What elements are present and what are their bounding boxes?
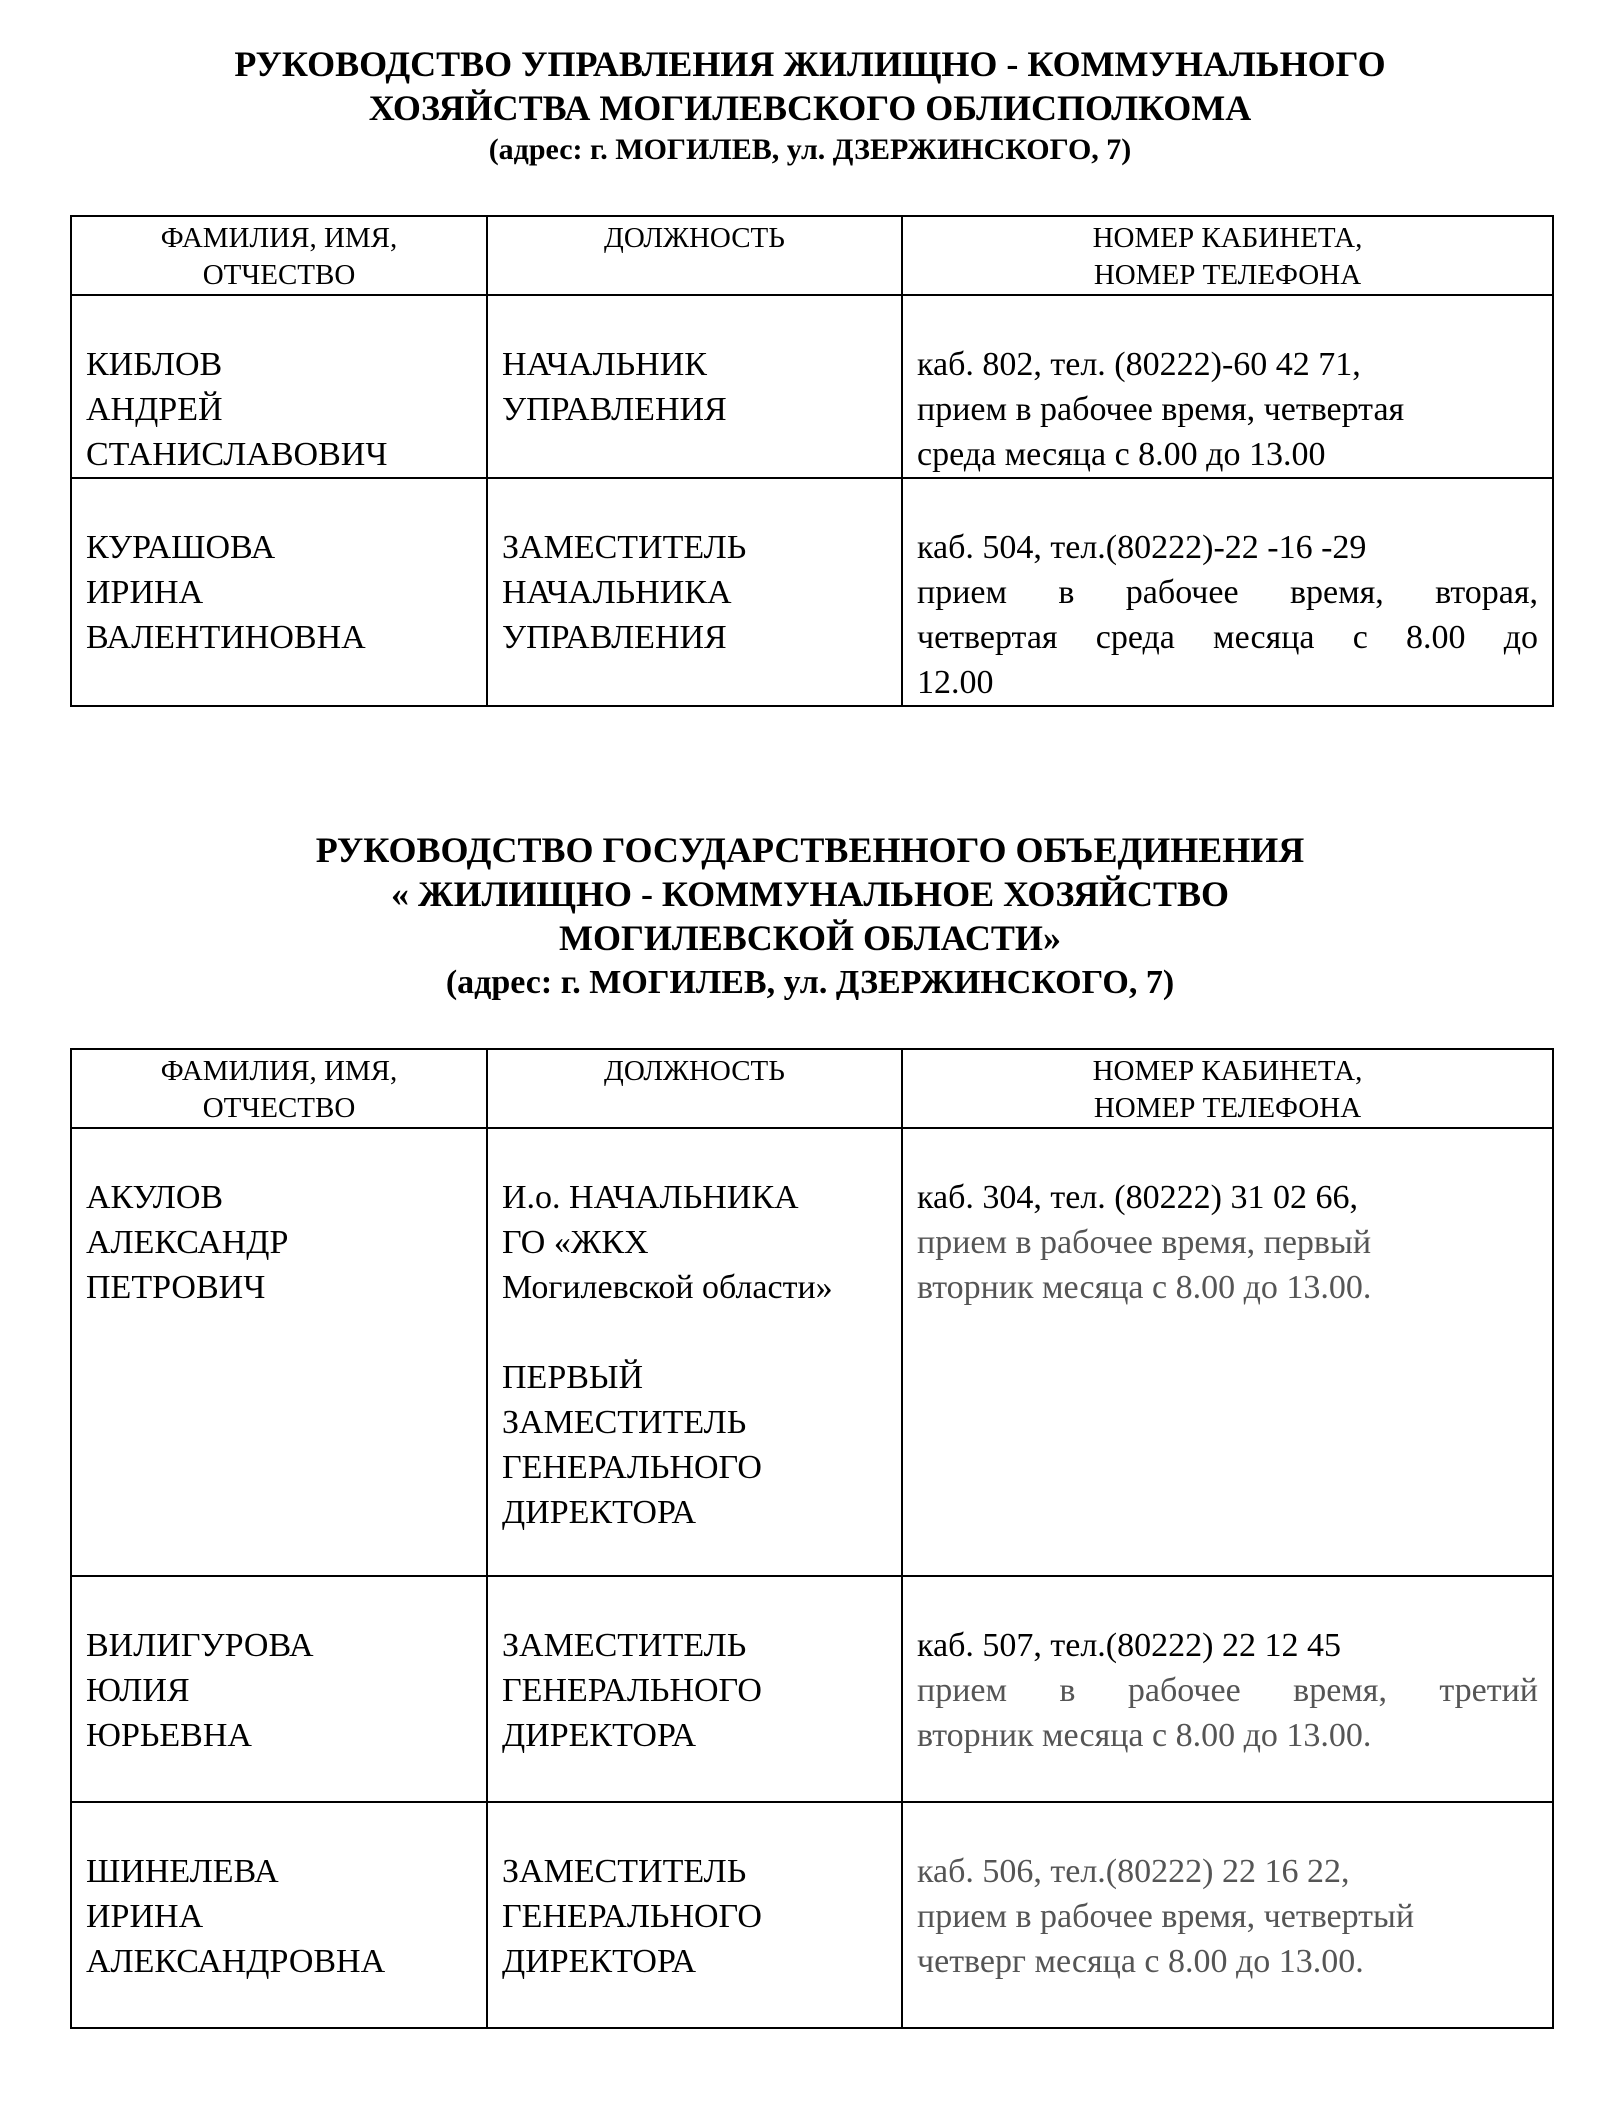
section1-table (70, 215, 1554, 707)
table-row (71, 1576, 1553, 1802)
section1-heading (0, 42, 1620, 170)
table-row (71, 1128, 1553, 1576)
section1-title-line-2: ХОЗЯЙСТВА МОГИЛЕВСКОГО ОБЛИСПОЛКОМА (368, 88, 1252, 128)
section2-title-line-3: МОГИЛЕВСКОЙ ОБЛАСТИ» (559, 918, 1061, 958)
section1-title-line-1: РУКОВОДСТВО УПРАВЛЕНИЯ ЖИЛИЩНО - КОММУНАЛЬНОГО (234, 44, 1386, 84)
section2-heading (0, 828, 1620, 1006)
column-header-position: ДОЛЖНОСТЬ (487, 1049, 902, 1128)
column-header-contact: НОМЕР КАБИНЕТА, НОМЕР ТЕЛЕФОНА (902, 216, 1553, 295)
person-name-cell: КИБЛОВ АНДРЕЙ СТАНИСЛАВОВИЧ (71, 295, 487, 478)
position-cell: И.о. НАЧАЛЬНИКА ГО «ЖКХ Могилевской области» ПЕРВЫЙ ЗАМЕСТИТЕЛЬ ГЕНЕРАЛЬНОГО ДИРЕКТОРА (487, 1128, 902, 1576)
contact-cell: каб. 507, тел.(80222) 22 12 45 прием в рабочее время, третий вторник месяца с 8.00 до 13.00. (902, 1576, 1553, 1802)
person-name-cell: ВИЛИГУРОВА ЮЛИЯ ЮРЬЕВНА (71, 1576, 487, 1802)
column-header-name: ФАМИЛИЯ, ИМЯ, ОТЧЕСТВО (71, 1049, 487, 1128)
column-header-name: ФАМИЛИЯ, ИМЯ, ОТЧЕСТВО (71, 216, 487, 295)
person-name-cell: АКУЛОВ АЛЕКСАНДР ПЕТРОВИЧ (71, 1128, 487, 1576)
column-header-contact: НОМЕР КАБИНЕТА, НОМЕР ТЕЛЕФОНА (902, 1049, 1553, 1128)
person-name-cell: КУРАШОВА ИРИНА ВАЛЕНТИНОВНА (71, 478, 487, 706)
section1-address: (адрес: г. МОГИЛЕВ, ул. ДЗЕРЖИНСКОГО, 7) (488, 133, 1132, 166)
table-header-row (71, 1049, 1553, 1128)
column-header-position: ДОЛЖНОСТЬ (487, 216, 902, 295)
position-cell: ЗАМЕСТИТЕЛЬ ГЕНЕРАЛЬНОГО ДИРЕКТОРА (487, 1802, 902, 2028)
table-row (71, 1802, 1553, 2028)
table-row (71, 478, 1553, 706)
section2-title-line-2: « ЖИЛИЩНО - КОММУНАЛЬНОЕ ХОЗЯЙСТВО (390, 874, 1229, 914)
table-header-row (71, 216, 1553, 295)
contact-cell: каб. 304, тел. (80222) 31 02 66, прием в рабочее время, первый вторник месяца с 8.00 до 13.00. (902, 1128, 1553, 1576)
contact-cell: каб. 504, тел.(80222)-22 -16 -29 прием в рабочее время, вторая, четвертая среда месяца с 8.00 до 12.00 (902, 478, 1553, 706)
contact-cell: каб. 506, тел.(80222) 22 16 22, прием в рабочее время, четвертый четверг месяца с 8.00 до 13.00. (902, 1802, 1553, 2028)
contact-cell: каб. 802, тел. (80222)-60 42 71, прием в рабочее время, четвертая среда месяца с 8.00 до 13.00 (902, 295, 1553, 478)
position-cell: ЗАМЕСТИТЕЛЬ ГЕНЕРАЛЬНОГО ДИРЕКТОРА (487, 1576, 902, 1802)
table-row (71, 295, 1553, 478)
section2-title-line-1: РУКОВОДСТВО ГОСУДАРСТВЕННОГО ОБЪЕДИНЕНИЯ (315, 830, 1305, 870)
position-cell: ЗАМЕСТИТЕЛЬ НАЧАЛЬНИКА УПРАВЛЕНИЯ (487, 478, 902, 706)
person-name-cell: ШИНЕЛЕВА ИРИНА АЛЕКСАНДРОВНА (71, 1802, 487, 2028)
section2-table (70, 1048, 1554, 2029)
position-cell: НАЧАЛЬНИК УПРАВЛЕНИЯ (487, 295, 902, 478)
section2-address: (адрес: г. МОГИЛЕВ, ул. ДЗЕРЖИНСКОГО, 7) (445, 964, 1175, 1001)
